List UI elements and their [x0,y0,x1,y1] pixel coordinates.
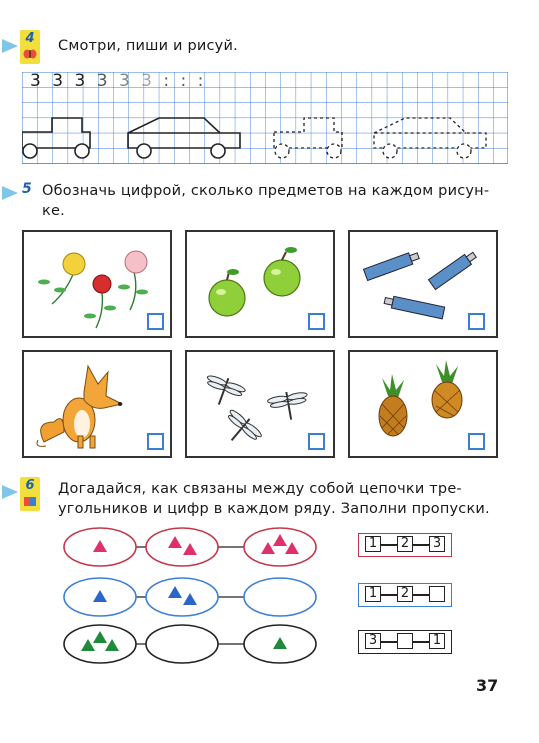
answer-box[interactable] [468,313,485,330]
book-icon [23,495,37,507]
task-number: 6 [25,478,35,493]
number-chain-line [413,641,429,643]
answer-box[interactable] [308,313,325,330]
number-answer-box[interactable] [429,586,445,602]
task-6-text [58,479,508,519]
page-number: 37 [476,676,499,695]
task-marker-triangle [2,484,18,498]
digit: 3 [96,71,111,91]
number-answer-box[interactable] [397,633,413,649]
butterfly-icon [23,48,37,60]
number-box: 1 [365,586,381,602]
digit: 3 [74,71,89,91]
chain-oval[interactable] [244,578,316,616]
number-chain-line [381,641,397,643]
task-6-line-1: Догадайся, как связаны между собой цепочки тре- [58,481,462,497]
digit: 3 [52,71,67,91]
picture-pineapples [348,350,498,458]
answer-box[interactable] [147,313,164,330]
answer-box[interactable] [147,433,164,450]
digit: 3 [30,71,44,91]
task-5-text [42,181,512,221]
triangle-chains [0,520,539,670]
task-5-number: 5 [22,181,32,197]
chain-oval [146,528,218,566]
number-chain-line [381,544,397,546]
task-6-line-2: угольников и цифр в каждом ряду. Заполни пропуски. [58,501,490,517]
number-chain-line [381,594,397,596]
number-box: 3 [365,633,381,649]
number-chain-line [413,594,429,596]
task-4-badge [20,30,40,64]
digit-row [30,71,206,91]
number-box: 2 [397,536,413,552]
answer-box[interactable] [308,433,325,450]
chain-oval[interactable] [146,625,218,663]
picture-flowers [22,230,172,338]
picture-toothpaste [348,230,498,338]
digit: 3 [141,71,155,91]
task-4-text: Смотри, пиши и рисуй. [58,38,238,54]
answer-box[interactable] [468,433,485,450]
number-box: 1 [429,633,445,649]
task-6-badge [20,477,40,511]
digit: 3 [118,71,133,91]
number-box: 3 [429,536,445,552]
chain-oval [64,625,136,663]
chain-oval [244,528,316,566]
task-5-line-1: Обозначь цифрой, сколько предметов на каждом рисун- [42,183,490,199]
task-5-line-2: ке. [42,203,65,219]
task-marker-triangle [2,38,18,52]
task-number: 4 [25,31,35,46]
picture-dragonflies [185,350,335,458]
task-marker-triangle [2,185,18,199]
picture-fox [22,350,172,458]
number-box: 1 [365,536,381,552]
number-chain-line [413,544,429,546]
picture-apples [185,230,335,338]
dotted-digits: : : : [163,71,207,91]
number-box: 2 [397,586,413,602]
chain-oval [146,578,218,616]
